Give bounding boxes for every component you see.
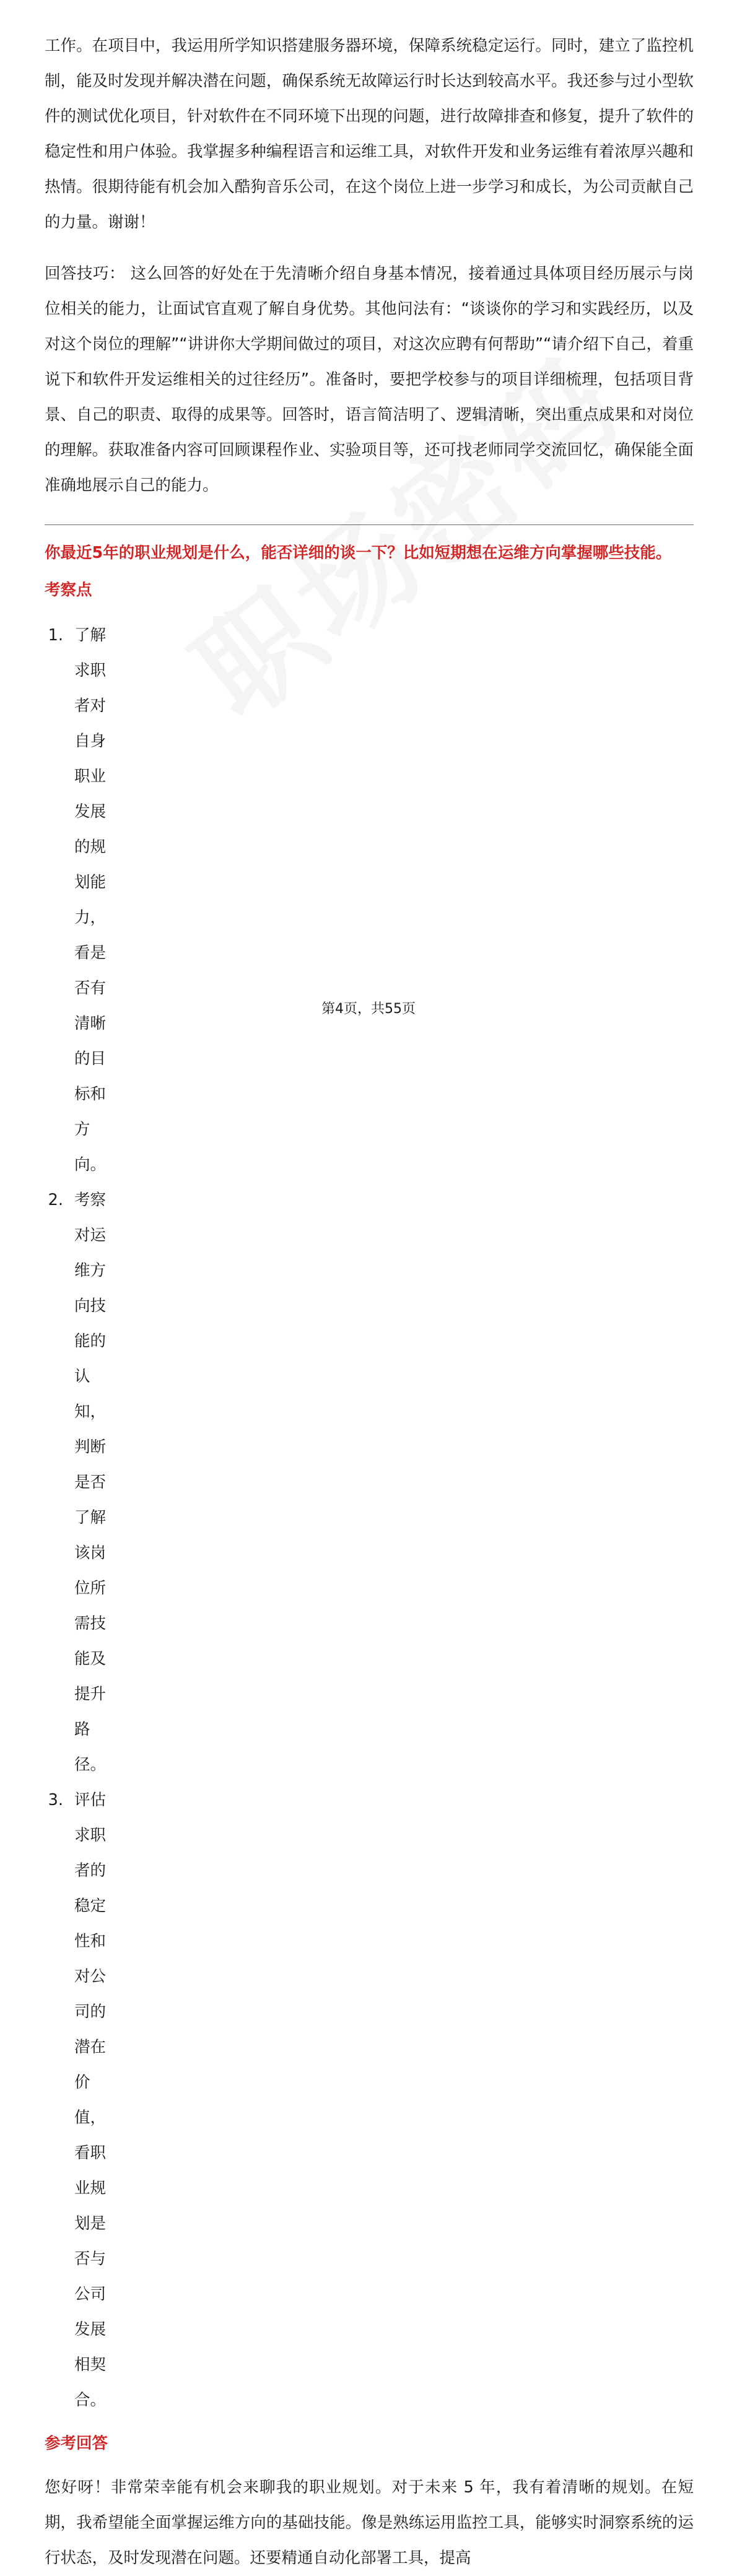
list-number: 1. — [48, 626, 63, 645]
list-number: 2. — [48, 1191, 63, 1209]
exam-points-heading: 考察点 — [45, 581, 92, 599]
section-divider — [45, 524, 694, 525]
question-heading: 你最近5年的职业规划是什么，能否详细的谈一下？比如短期想在运维方向掌握哪些技能。 — [45, 544, 672, 562]
list-item-text: 评估求职者的稳定性和对公司的潜在价值，看职业规划是否与公司发展相契合。 — [74, 1791, 107, 2409]
page-footer: 第4页，共55页 — [321, 1001, 416, 1017]
reference-answer-paragraph: 您好呀！非常荣幸能有机会来聊我的职业规划。对于未来 5 年，我有着清晰的规划。在短期，我希望能全面掌握运维方向的基础技能。像是熟练运用监控工具，能够实时洞察系统的运行状态，及时发现潜在问题。还要精通自动化部署工具，提高 — [45, 2478, 694, 2567]
list-item — [45, 1783, 694, 2418]
answer-heading: 参考回答 — [45, 2434, 108, 2453]
page-content — [45, 28, 694, 2576]
intro-continuation-paragraph: 工作。在项目中，我运用所学知识搭建服务器环境，保障系统稳定运行。同时，建立了监控机制，能及时发现并解决潜在问题，确保系统无故障运行时长达到较高水平。我还参与过小型软件的测试优化项目，针对软件在不同环境下出现的问题，进行故障排查和修复，提升了软件的稳定性和用户体验。我掌握多种编程语言和运维工具，对软件开发和业务运维有着浓厚兴趣和热情。很期待能有机会加入酷狗音乐公司，在这个岗位上进一步学习和成长，为公司贡献自己的力量。谢谢！ — [45, 37, 694, 232]
list-number: 3. — [48, 1791, 63, 1809]
list-item-text: 考察对运维方向技能的认知，判断是否了解该岗位所需技能及提升路径。 — [74, 1191, 107, 1774]
list-item-text: 了解求职者对自身职业发展的规划能力，看是否有清晰的目标和方向。 — [74, 626, 107, 1174]
answer-tips-paragraph: 回答技巧： 这么回答的好处在于先清晰介绍自身基本情况，接着通过具体项目经历展示与岗位相关的能力，让面试官直观了解自身优势。其他问法有：“谈谈你的学习和实践经历，以及对这个岗位的理解”“讲讲你大学期间做过的项目，对这次应聘有何帮助”“请介绍下自己，着重说下和软件开发运维相关的过往经历”。准备时，要把学校参与的项目详细梳理，包括项目背景、自己的职责、取得的成果等。回答时，语言简洁明了、逻辑清晰，突出重点成果和对岗位的理解。获取准备内容可回顾课程作业、实验项目等，还可找老师同学交流回忆，确保能全面准确地展示自己的能力。 — [45, 264, 694, 495]
exam-points-list — [45, 618, 694, 2418]
list-item — [45, 618, 694, 1183]
list-item — [45, 1183, 694, 1783]
